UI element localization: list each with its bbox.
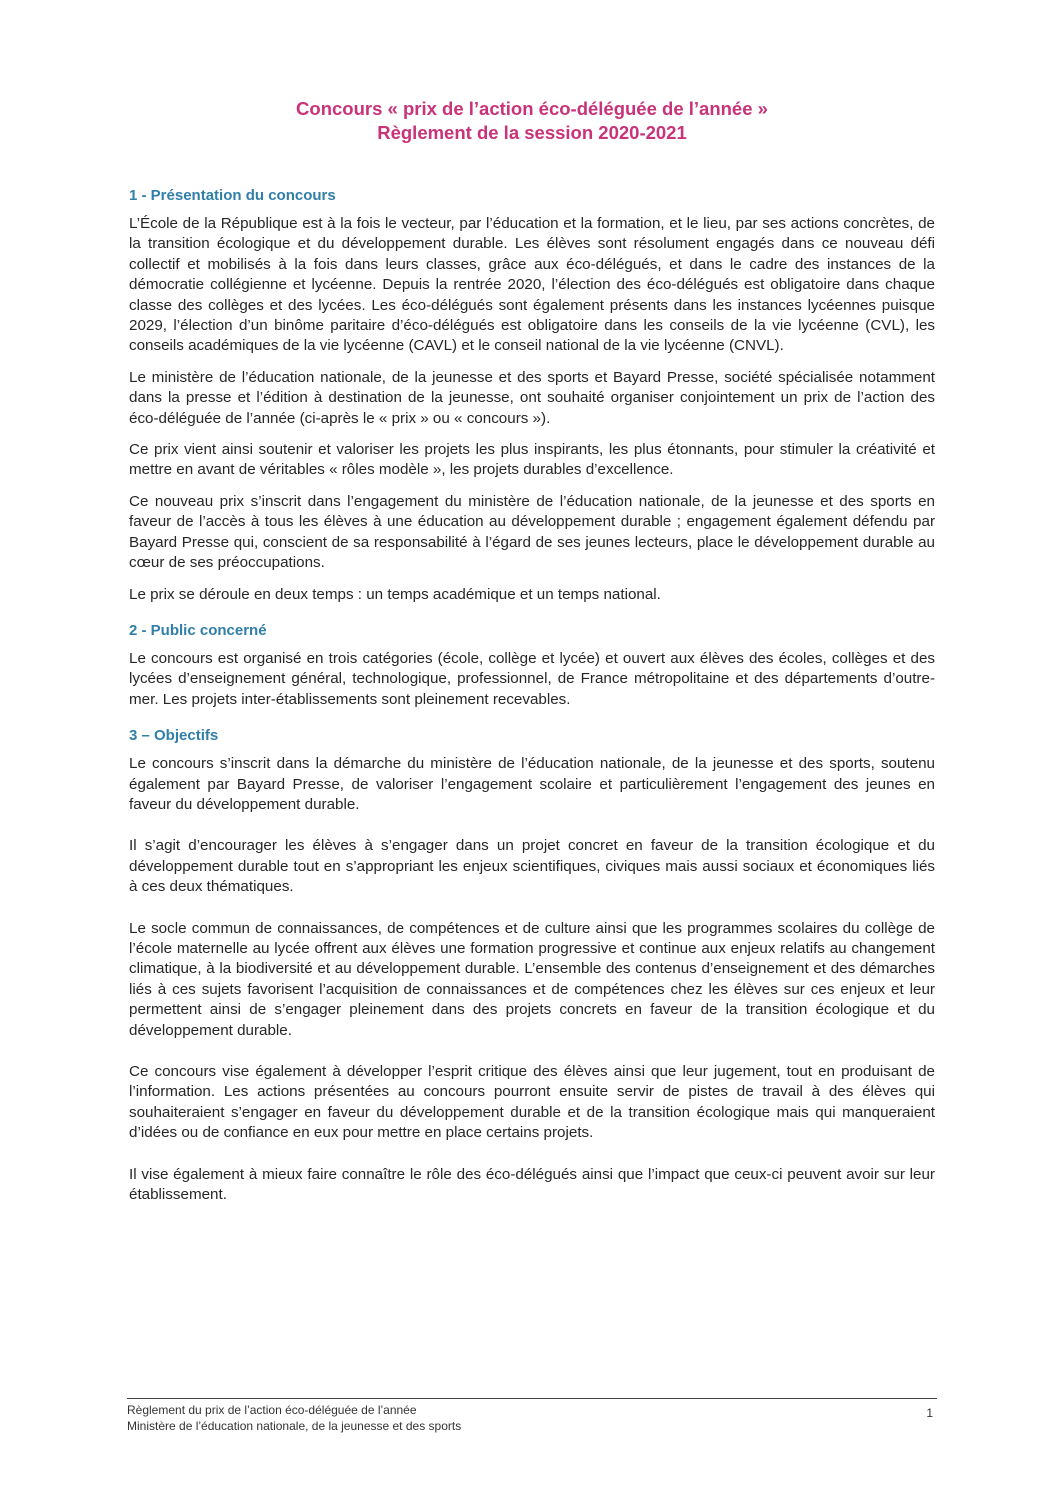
section-heading-1: 1 - Présentation du concours: [129, 187, 336, 204]
paragraph: Le prix se déroule en deux temps : un temps académique et un temps national.: [129, 585, 661, 603]
paragraph: Le concours s’inscrit dans la démarche du ministère de l’éducation nationale, de la jeunesse et des sports, soutenu également par Bayard Presse, de valoriser l’engagement scolaire et particulièrement l’engagement des jeunes en faveur du développement durable.: [129, 755, 935, 813]
paragraph: L’École de la République est à la fois le vecteur, par l’éducation et la formation, et le lieu, par ses actions concrètes, de la transition écologique et du développement durable. Les élèves sont résolument engagés dans ce nouveau défi collectif et mobilisés à la fois dans leurs classes, grâce aux éco-délégués, et dans le cadre des instances de la démocratie collégienne et lycéenne. Depuis la rentrée 2020, l’élection des éco-délégués est obligatoire dans chaque classe des collèges et des lycées. Les éco-délégués sont également présents dans les instances lycéennes puisque 2029, l’élection d’un binôme paritaire d’éco-délégués est obligatoire dans les conseils de la vie lycéenne (CVL), les conseils académiques de la vie lycéenne (CAVL) et le conseil national de la vie lycéenne (CNVL).: [129, 215, 935, 355]
paragraph: Ce prix vient ainsi soutenir et valoriser les projets les plus inspirants, les plus étonnants, pour stimuler la créativité et mettre en avant de véritables « rôles modèle », les projets durables d’excellence.: [129, 441, 935, 479]
page-footer: [127, 1398, 937, 1434]
title-line-1: Concours « prix de l’action éco-déléguée de l’année »: [296, 98, 768, 119]
paragraph: Il s’agit d’encourager les élèves à s’engager dans un projet concret en faveur de la transition écologique et du développement durable tout en s’appropriant les enjeux scientifiques, civiques mais aussi sociaux et économiques liés à ces deux thématiques.: [129, 837, 935, 896]
section-public: [129, 621, 935, 710]
footer-text: [127, 1403, 461, 1434]
paragraph: Il vise également à mieux faire connaître le rôle des éco-délégués ainsi que l’impact que ceux-ci peuvent avoir sur leur établissement.: [129, 1165, 935, 1204]
section-objectifs: [129, 726, 935, 1205]
section-presentation: [129, 186, 935, 605]
document-title: [128, 97, 936, 145]
document-body: [129, 186, 935, 1216]
footer-line-2: Ministère de l’éducation nationale, de la jeunesse et des sports: [127, 1418, 462, 1433]
paragraph: Le ministère de l’éducation nationale, de la jeunesse et des sports et Bayard Presse, société spécialisée notamment dans la presse et l’édition à destination de la jeunesse, ont souhaité organiser conjointement un prix de l’action des éco-déléguée de l’année (ci-après le « prix » ou « concours »).: [129, 368, 935, 427]
paragraph: Le concours est organisé en trois catégories (école, collège et lycée) et ouvert aux élèves des écoles, collèges et des lycées d’enseignement général, technologique, professionnel, de France métropolitaine et des départements d’outre-mer. Les projets inter-établissements sont pleinement recevables.: [129, 649, 935, 708]
footer-line-1: Règlement du prix de l’action éco-déléguée de l’année: [127, 1403, 417, 1417]
paragraph: Le socle commun de connaissances, de compétences et de culture ainsi que les programmes scolaires du collège de l’école maternelle au lycée offrent aux élèves une formation progressive et continue aux enjeux relatifs au changement climatique, à la biodiversité et au développement durable. L’ensemble des contenus d’enseignement et des démarches liés à ces sujets favorisent l’acquisition de connaissances et de compétences chez les élèves sur ces enjeux et leur permettent ainsi de s’engager pleinement dans des projets concrets en faveur de la transition écologique et du développement durable.: [129, 919, 935, 1039]
page-number: 1: [926, 1406, 933, 1420]
title-line-2: Règlement de la session 2020-2021: [377, 122, 687, 143]
footer-row: [127, 1403, 937, 1434]
paragraph: Ce concours vise également à développer l’esprit critique des élèves ainsi que leur jugement, tout en produisant de l’information. Les actions présentées au concours pourront ensuite servir de pistes de travail à des élèves qui souhaiteraient s’engager en faveur du développement durable et de la transition écologique mais qui manqueraient d’idées ou de confiance en eux pour mettre en place certains projets.: [129, 1063, 935, 1142]
paragraph: Ce nouveau prix s’inscrit dans l’engagement du ministère de l’éducation nationale, de la jeunesse et des sports en faveur de l’accès à tous les élèves à une éducation au développement durable ; engagement également défendu par Bayard Presse qui, conscient de sa responsabilité à l’égard de ses jeunes lecteurs, place le développement durable au cœur de ses préoccupations.: [129, 492, 935, 572]
footer-divider: [127, 1398, 937, 1399]
section-heading-3: 3 – Objectifs: [129, 727, 219, 745]
section-heading-2: 2 - Public concerné: [129, 621, 267, 639]
